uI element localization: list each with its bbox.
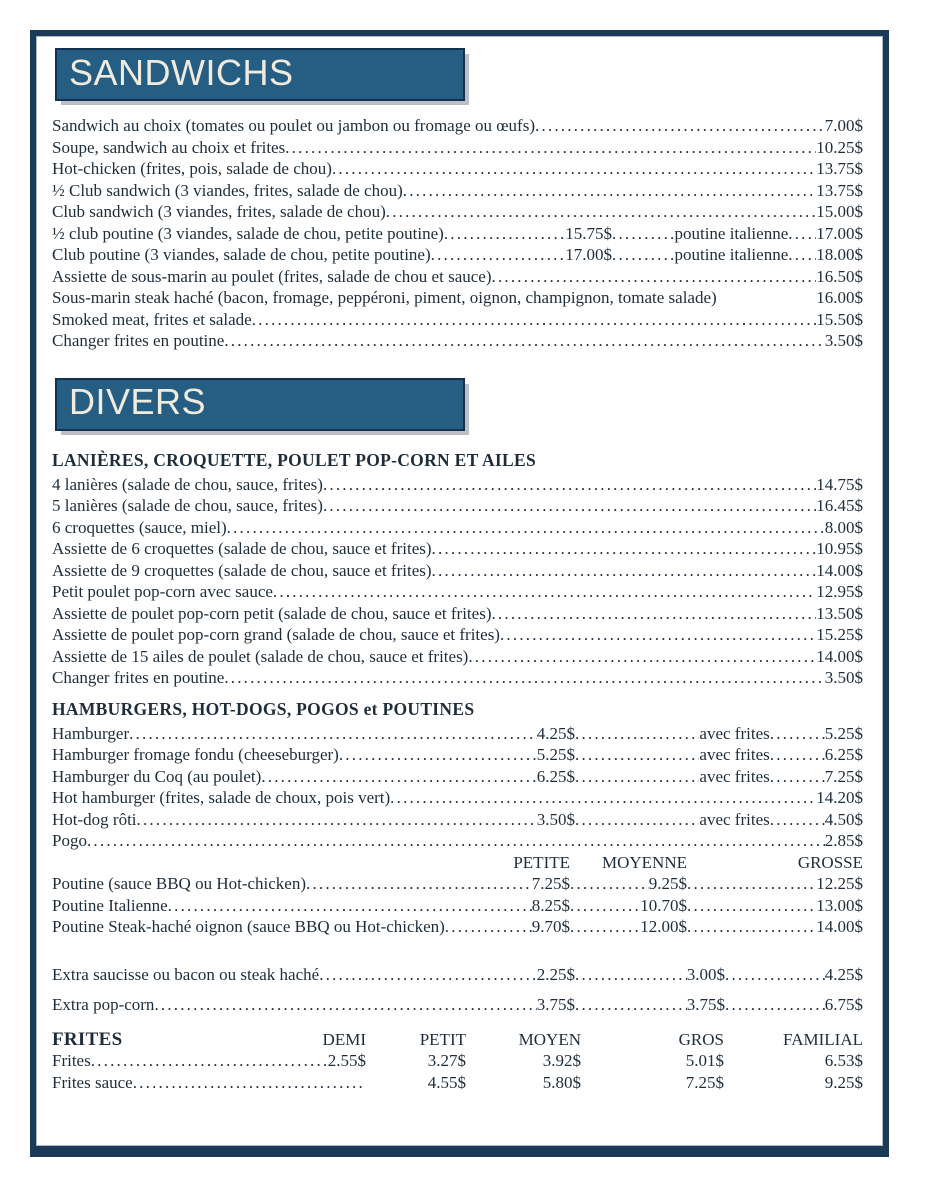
dot-leader (431, 244, 566, 266)
dot-leader (770, 723, 825, 745)
dot-leader (575, 964, 687, 986)
menu-item-row (52, 201, 863, 223)
item-variant-label: avec frites (699, 766, 770, 786)
item-price: 7.00$ (824, 116, 863, 135)
dot-leader (788, 223, 816, 245)
item-price: 3.75$ (686, 995, 725, 1014)
sandwichs-list (52, 115, 863, 352)
extra-row (52, 994, 863, 1016)
menu-item-row (52, 330, 863, 352)
menu-item-row (52, 787, 863, 809)
dot-leader (570, 895, 640, 917)
item-price-grosse: 13.00$ (816, 895, 863, 915)
item-price: 13.50$ (816, 603, 863, 623)
column-header-demi: DEMI (322, 1029, 366, 1049)
menu-item-row (52, 517, 863, 539)
column-header-gros: GROS (678, 1029, 724, 1049)
item-variant-label: avec frites (699, 723, 770, 743)
dot-leader (390, 787, 816, 809)
item-name: Assiette de 15 ailes de poulet (salade de chou, sauce et frites) (52, 646, 469, 666)
page-border-frame (30, 30, 889, 1157)
item-name: Hamburger (52, 723, 130, 743)
menu-content (36, 36, 883, 1093)
dot-leader (273, 581, 816, 603)
item-price: 10.25$ (816, 137, 863, 157)
item-variant-label: avec frites (699, 809, 770, 829)
item-price: 17.00$ (565, 245, 612, 264)
item-variant-label: poutine italienne (674, 223, 789, 243)
menu-item-row (52, 309, 863, 331)
item-name: Hamburger du Coq (au poulet) (52, 766, 262, 786)
item-price-grosse: 12.25$ (816, 874, 863, 893)
item-name: Pogo (52, 831, 87, 850)
item-price: 3.75$ (536, 995, 575, 1014)
item-price: 6.75$ (824, 995, 863, 1014)
dot-leader (570, 873, 649, 895)
dot-leader (575, 809, 699, 831)
item-price-petite: 7.25$ (531, 874, 570, 893)
item-price: 3.00$ (686, 964, 725, 984)
item-name: Assiette de poulet pop-corn grand (salade de chou, sauce et frites) (52, 625, 500, 644)
menu-item-row (52, 560, 863, 582)
dot-leader (535, 115, 825, 137)
item-price: 16.50$ (816, 266, 863, 286)
dot-leader (445, 916, 532, 938)
item-price: 4.50$ (824, 809, 863, 829)
item-price: 16.45$ (816, 496, 863, 515)
dot-leader (386, 201, 816, 223)
item-name: Assiette de sous-marin au poulet (frites, salade de chou et sauce) (52, 266, 492, 286)
dot-leader (575, 744, 699, 766)
menu-item-row (52, 115, 863, 137)
lanieres-list (52, 474, 863, 689)
column-header-familial: FAMILIAL (783, 1029, 863, 1049)
dot-leader (770, 766, 825, 788)
item-name: Club sandwich (3 viandes, frites, salade de chou) (52, 202, 386, 221)
dot-leader (137, 809, 537, 831)
item-price-moyenne: 12.00$ (640, 917, 687, 936)
item-price: 6.25$ (536, 766, 575, 786)
item-price: 12.95$ (816, 582, 863, 601)
dot-leader (687, 873, 816, 895)
item-name: Poutine Italienne (52, 895, 168, 915)
item-name: Frites (52, 1051, 91, 1070)
item-price: 15.25$ (816, 625, 863, 644)
item-name: Assiette de 9 croquettes (salade de chou, sauce et frites) (52, 560, 432, 580)
dot-leader (725, 994, 825, 1016)
item-name: Poutine Steak-haché oignon (sauce BBQ ou Hot-chicken) (52, 917, 445, 936)
item-price-petit: 3.27$ (427, 1051, 466, 1070)
dot-leader (612, 223, 674, 245)
item-price: 5.25$ (824, 723, 863, 743)
item-name: Assiette de poulet pop-corn petit (salade de chou, sauce et frites) (52, 603, 492, 623)
item-name: 5 lanières (salade de chou, sauce, frites) (52, 496, 323, 515)
item-price-familial: 6.53$ (824, 1051, 863, 1070)
item-price: 10.95$ (816, 539, 863, 558)
item-price: 3.50$ (824, 668, 863, 687)
dot-leader (306, 873, 532, 895)
dot-leader (788, 244, 816, 266)
item-price-moyen: 3.92$ (542, 1051, 581, 1070)
dot-leader (432, 560, 817, 582)
dot-leader (491, 603, 816, 625)
dot-leader (323, 474, 816, 496)
dot-leader (154, 994, 536, 1016)
menu-item-row (52, 830, 863, 852)
dot-leader (285, 137, 816, 159)
menu-item-row (52, 474, 863, 496)
dot-leader (468, 646, 816, 668)
item-name: Soupe, sandwich au choix et frites (52, 137, 286, 157)
item-price: 7.25$ (824, 766, 863, 786)
item-variant-label: poutine italienne (674, 245, 789, 264)
menu-item-row (52, 223, 863, 245)
subsection-heading-hamburgers: HAMBURGERS, HOT-DOGS, POGOS et POUTINES (52, 698, 475, 719)
item-name: Sandwich au choix (tomates ou poulet ou jambon ou fromage ou œufs) (52, 116, 535, 135)
dot-leader (252, 309, 817, 331)
item-name: Extra pop-corn (52, 995, 155, 1014)
frites-header-row (52, 1029, 863, 1051)
subsection-heading-lanieres: LANIÈRES, CROQUETTE, POULET POP-CORN ET AILES (52, 449, 536, 470)
dot-leader (91, 1050, 328, 1072)
dot-leader (168, 895, 532, 917)
menu-item-row (52, 581, 863, 603)
dot-leader (770, 744, 825, 766)
item-name: Changer frites en poutine (52, 331, 225, 350)
dot-leader (492, 266, 817, 288)
item-name: Assiette de 6 croquettes (salade de chou, sauce et frites) (52, 539, 432, 558)
dot-leader (432, 538, 817, 560)
menu-item-row (52, 287, 863, 309)
item-price-gros: 7.25$ (685, 1072, 724, 1092)
dot-leader (444, 223, 565, 245)
dot-leader (770, 809, 825, 831)
menu-item-row (52, 603, 863, 625)
dot-leader (332, 158, 816, 180)
dot-leader (575, 766, 699, 788)
dot-leader (725, 964, 825, 986)
poutine-row (52, 873, 863, 895)
menu-item-row (52, 266, 863, 288)
item-price: 14.75$ (816, 474, 863, 494)
menu-item-row (52, 667, 863, 689)
frites-row (52, 1050, 863, 1072)
item-price: 14.00$ (816, 560, 863, 580)
item-price-familial: 9.25$ (824, 1072, 863, 1092)
menu-item-row (52, 809, 863, 831)
dot-leader (339, 744, 537, 766)
dot-leader (323, 495, 816, 517)
column-header-petite: PETITE (513, 852, 570, 872)
dot-leader (403, 180, 816, 202)
menu-item-row (52, 744, 863, 766)
item-price: 6.25$ (824, 745, 863, 764)
item-price-petite: 9.70$ (531, 917, 570, 936)
frites-table (52, 1029, 863, 1094)
dot-leader (133, 1072, 366, 1094)
frites-row (52, 1072, 863, 1094)
item-price: 2.85$ (824, 831, 863, 850)
menu-item-row (52, 180, 863, 202)
item-name: Club poutine (3 viandes, salade de chou, petite poutine) (52, 245, 431, 264)
column-header-grosse: GROSSE (797, 852, 863, 872)
section-title: DIVERS (69, 381, 207, 422)
extra-row (52, 964, 863, 986)
item-price-moyenne: 9.25$ (648, 874, 687, 893)
item-price: 3.50$ (536, 809, 575, 829)
item-name: Hamburger fromage fondu (cheeseburger) (52, 745, 339, 764)
item-price: 2.25$ (536, 964, 575, 984)
item-price-grosse: 14.00$ (816, 917, 863, 936)
item-name: 6 croquettes (sauce, miel) (52, 517, 227, 537)
menu-item-row (52, 766, 863, 788)
item-price: 3.50$ (824, 331, 863, 350)
menu-item-row (52, 624, 863, 646)
dot-leader (570, 916, 640, 938)
dot-leader (224, 667, 824, 689)
item-price: 17.00$ (816, 223, 863, 243)
column-header-petit: PETIT (419, 1029, 466, 1049)
item-name: Hot-dog rôti (52, 809, 137, 829)
menu-item-row (52, 137, 863, 159)
dot-leader (129, 723, 537, 745)
item-price: 14.00$ (816, 646, 863, 666)
dot-leader (87, 830, 825, 852)
item-price: 15.00$ (816, 202, 863, 221)
dot-leader (575, 994, 687, 1016)
item-price: 8.00$ (824, 517, 863, 537)
item-name: Frites sauce (52, 1072, 133, 1092)
menu-item-row (52, 723, 863, 745)
item-price-moyen: 5.80$ (542, 1072, 581, 1092)
item-price: 16.00$ (816, 288, 863, 307)
item-name: Hot-chicken (frites, pois, salade de chou) (52, 159, 332, 178)
item-name: Poutine (sauce BBQ ou Hot-chicken) (52, 874, 306, 893)
item-price: 13.75$ (816, 159, 863, 178)
item-variant-label: avec frites (699, 745, 770, 764)
item-price: 18.00$ (816, 245, 863, 264)
frites-title: FRITES (52, 1028, 123, 1050)
dot-leader (261, 766, 536, 788)
item-price: 4.25$ (824, 964, 863, 984)
hamburgers-list (52, 723, 863, 1094)
dot-leader (612, 244, 674, 266)
menu-item-row (52, 244, 863, 266)
item-price-gros: 5.01$ (685, 1051, 724, 1070)
item-price-petite: 8.25$ (531, 895, 570, 915)
item-name: Hot hamburger (frites, salade de choux, pois vert) (52, 788, 391, 807)
item-name: ½ Club sandwich (3 viandes, frites, salade de chou) (52, 180, 403, 200)
item-price-demi: 2.55$ (327, 1051, 366, 1070)
dot-leader (224, 330, 824, 352)
poutine-size-header-row (52, 852, 863, 874)
section-banner-divers (55, 378, 465, 431)
dot-leader (687, 916, 816, 938)
item-name: Petit poulet pop-corn avec sauce (52, 582, 273, 601)
item-name: Smoked meat, frites et salade (52, 309, 252, 329)
menu-item-row (52, 646, 863, 668)
item-name: Sous-marin steak haché (bacon, fromage, peppéroni, piment, oignon, champignon, tomate salade) (52, 288, 717, 307)
menu-item-row (52, 538, 863, 560)
poutine-row (52, 895, 863, 917)
item-name: Extra saucisse ou bacon ou steak haché (52, 964, 320, 984)
dot-leader (687, 895, 816, 917)
item-price: 14.20$ (816, 788, 863, 807)
section-title: SANDWICHS (69, 51, 294, 93)
item-name: 4 lanières (salade de chou, sauce, frites) (52, 474, 323, 494)
poutine-row (52, 916, 863, 938)
item-price-petit: 4.55$ (427, 1072, 466, 1092)
section-banner-sandwichs (55, 48, 465, 101)
menu-item-row (52, 495, 863, 517)
item-price: 4.25$ (536, 723, 575, 743)
item-name: ½ club poutine (3 viandes, salade de chou, petite poutine) (52, 223, 444, 243)
item-price: 5.25$ (536, 745, 575, 764)
item-price: 13.75$ (816, 180, 863, 200)
item-price-moyenne: 10.70$ (640, 895, 687, 915)
dot-leader (500, 624, 816, 646)
dot-leader (227, 517, 825, 539)
item-price: 15.75$ (565, 223, 612, 243)
menu-item-row (52, 158, 863, 180)
column-header-moyen: MOYEN (518, 1029, 581, 1049)
dot-leader (575, 723, 699, 745)
item-name: Changer frites en poutine (52, 668, 225, 687)
dot-leader (319, 964, 537, 986)
item-price: 15.50$ (816, 309, 863, 329)
column-header-moyenne: MOYENNE (602, 852, 687, 872)
